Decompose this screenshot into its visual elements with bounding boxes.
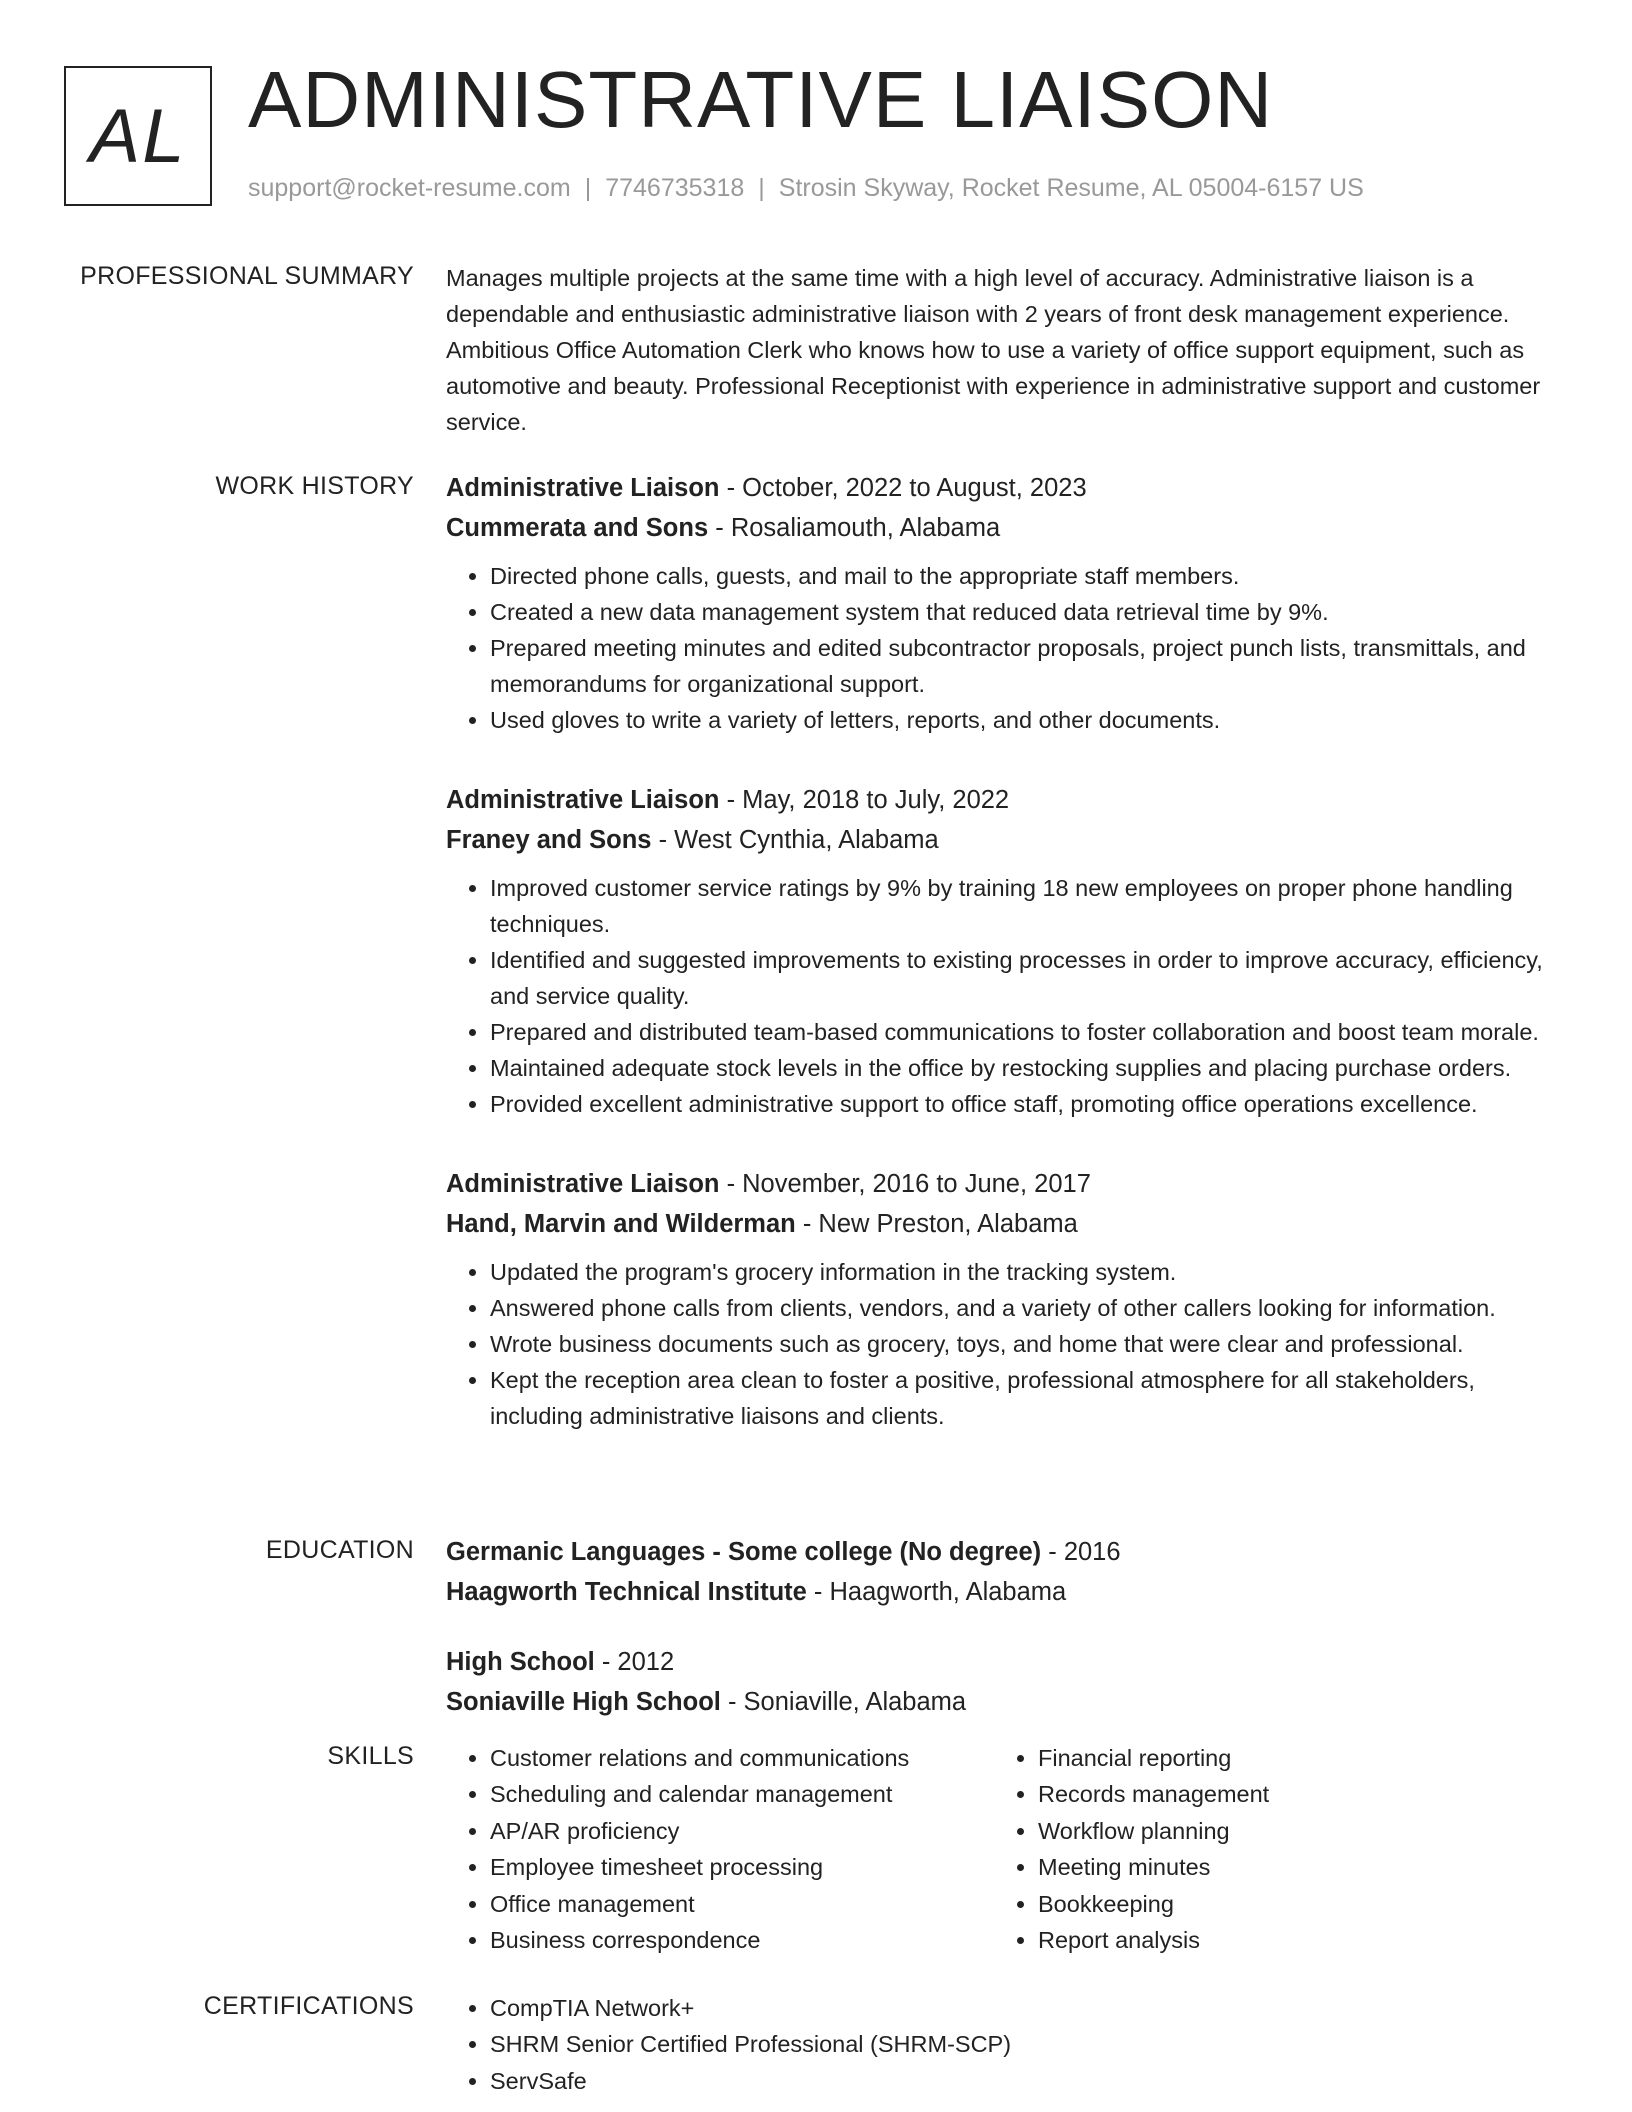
job-title: Administrative Liaison [446,786,720,814]
contact-email: support@rocket-resume.com [248,174,571,202]
job-title: Administrative Liaison [446,474,720,502]
skill-item: • Bookkeeping [1038,1886,1542,1922]
job-location: - Rosaliamouth, Alabama [708,514,1001,542]
job-company: Franey and Sons [446,826,652,854]
job-bullet: • Created a new data management system that reduced data retrieval time by 9%. [490,594,1566,630]
job-bullet: • Prepared meeting minutes and edited subcontractor proposals, project punch lists, transmittals, and memorandums for organizational support. [490,630,1566,702]
candidate-name: ADMINISTRATIVE LIAISON [248,55,1274,144]
job-dates: - October, 2022 to August, 2023 [719,474,1087,502]
job-bullet: • Kept the reception area clean to foster a positive, professional atmosphere for all stakeholders, including administrative liaisons and clients. [490,1362,1566,1434]
job-bullet: • Identified and suggested improvements to existing processes in order to improve accuracy, efficiency, and service quality. [490,942,1566,1014]
education-year: - 2012 [594,1648,675,1676]
certifications-list [446,1990,1566,2099]
section-label-education: EDUCATION [265,1536,414,1564]
section-label-work-history: WORK HISTORY [215,472,414,500]
skill-item: • AP/AR proficiency [490,1813,994,1849]
summary-text: Manages multiple projects at the same time with a high level of accuracy. Administrative liaison is a dependable and enthusiastic administrative liaison with 2 years of front desk management experience. Ambitious Office Automation Clerk who knows how to use a variety of office support equipment, such as automotive and beauty. Professional Receptionist with experience in administrative support and customer service. [446,265,1541,435]
skill-item: • Workflow planning [1038,1813,1542,1849]
education-degree-line [446,1642,1566,1682]
job-bullet: • Wrote business documents such as grocery, toys, and home that were clear and professional. [490,1326,1566,1362]
contact-separator: | [758,174,765,202]
education-degree-line [446,1532,1566,1572]
monogram-initials: AL [89,93,187,179]
skill-item: • Records management [1038,1776,1542,1812]
contact-address: Strosin Skyway, Rocket Resume, AL 05004-6157 US [778,174,1364,202]
job-entry [446,468,1566,738]
section-label-certifications: CERTIFICATIONS [203,1992,414,2020]
skill-item: • Report analysis [1038,1922,1542,1958]
education-school: Haagworth Technical Institute [446,1578,807,1606]
certification-item: • SHRM Senior Certified Professional (SHRM-SCP) [490,2026,1566,2062]
contact-line [248,174,1364,203]
skill-item: • Scheduling and calendar management [490,1776,994,1812]
education-body [446,1532,1566,1752]
skills-list [446,1740,994,1958]
job-company: Hand, Marvin and Wilderman [446,1210,796,1238]
education-location: - Haagworth, Alabama [806,1578,1067,1606]
education-year: - 2016 [1041,1538,1121,1566]
job-bullet: • Prepared and distributed team-based communications to foster collaboration and boost team morale. [490,1014,1566,1050]
job-bullets [446,870,1566,1122]
education-location: - Soniaville, Alabama [720,1688,967,1716]
job-bullet: • Used gloves to write a variety of letters, reports, and other documents. [490,702,1566,738]
job-dates: - May, 2018 to July, 2022 [719,786,1010,814]
skill-item: • Meeting minutes [1038,1849,1542,1885]
job-company: Cummerata and Sons [446,514,709,542]
job-dates: - November, 2016 to June, 2017 [719,1170,1091,1198]
job-bullets [446,558,1566,738]
job-bullet: • Provided excellent administrative support to office staff, promoting office operations excellence. [490,1086,1566,1122]
contact-separator: | [584,174,592,202]
job-bullet: • Maintained adequate stock levels in the office by restocking supplies and placing purchase orders. [490,1050,1566,1086]
education-school-line [446,1682,1566,1722]
job-bullet: • Answered phone calls from clients, vendors, and a variety of other callers looking for information. [490,1290,1566,1326]
job-bullets [446,1254,1566,1434]
contact-phone: 7746735318 [605,174,745,202]
work-history-body [446,468,1566,1476]
job-company-line [446,820,1566,860]
job-entry [446,1164,1566,1434]
job-title-line [446,780,1566,820]
job-location: - New Preston, Alabama [795,1210,1078,1238]
job-company-line [446,508,1566,548]
monogram-box [64,66,212,206]
job-bullet: • Directed phone calls, guests, and mail to the appropriate staff members. [490,558,1566,594]
job-bullet: • Updated the program's grocery information in the tracking system. [490,1254,1566,1290]
skill-item: • Financial reporting [1038,1740,1542,1776]
education-school: Soniaville High School [446,1688,721,1716]
education-entry [446,1532,1566,1612]
section-label-summary: PROFESSIONAL SUMMARY [80,262,414,290]
education-degree: High School [446,1648,595,1676]
skill-item: • Business correspondence [490,1922,994,1958]
skill-item: • Office management [490,1886,994,1922]
skills-column-left [446,1740,994,1958]
job-bullet: • Improved customer service ratings by 9% by training 18 new employees on proper phone handling techniques. [490,870,1566,942]
education-entry [446,1642,1566,1722]
section-label-skills: SKILLS [327,1742,414,1770]
job-entry [446,780,1566,1122]
skill-item: • Employee timesheet processing [490,1849,994,1885]
job-company-line [446,1204,1566,1244]
skills-body [446,1740,1566,1958]
skills-list [994,1740,1542,1958]
certification-item: • ServSafe [490,2063,1566,2099]
job-location: - West Cynthia, Alabama [651,826,939,854]
skill-item: • Customer relations and communications [490,1740,994,1776]
certifications-body [446,1990,1566,2099]
job-title-line [446,468,1566,508]
certification-item: • CompTIA Network+ [490,1990,1566,2026]
education-school-line [446,1572,1566,1612]
education-degree: Germanic Languages - Some college (No degree) [446,1538,1042,1566]
skills-column-right [994,1740,1542,1958]
job-title: Administrative Liaison [446,1170,720,1198]
job-title-line [446,1164,1566,1204]
